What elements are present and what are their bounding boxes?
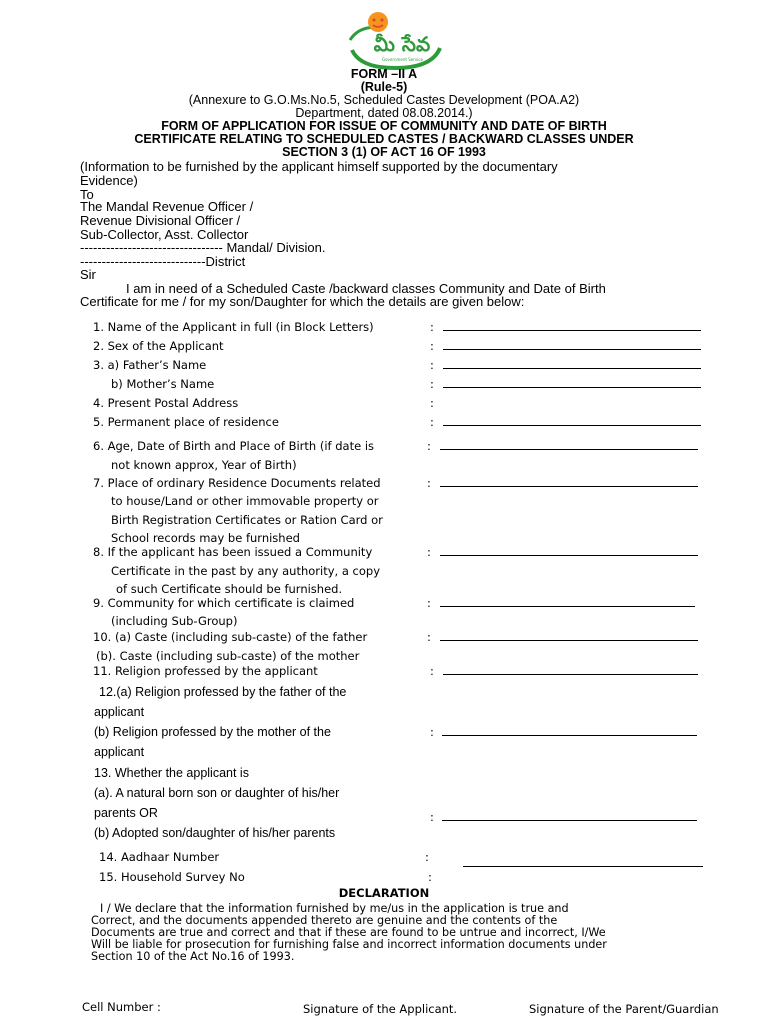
request-para-line-2: Certificate for me / for my son/Daughter for which the details are given below: [80,294,525,309]
info-line-2: Evidence) [80,173,138,188]
field-9-label-line-2: (including Sub-Group) [111,614,238,628]
field-3b-label: b) Mother’s Name [111,377,215,391]
field-9-label-line-1: 9. Community for which certificate is claimed [93,596,355,610]
field-9-entry-line[interactable] [440,606,695,607]
field-12b-label-line-2: applicant [94,745,145,759]
declaration-line-3: Documents are true and correct and that if these are found to be untrue and incorrect, I/We [91,926,606,939]
to-label: To [80,187,94,202]
field-8-label-line-3: of such Certificate should be furnished. [116,582,343,596]
field-3a-entry-line[interactable] [443,368,701,369]
field-12b-label-line-1: (b) Religion professed by the mother of the [94,725,331,739]
field-3a-label: 3. a) Father’s Name [93,358,207,372]
field-8-colon: : [427,545,431,559]
field-12a-label-line-2: applicant [94,705,145,719]
field-14-label: 14. Aadhaar Number [99,850,220,864]
field-10a-entry-line[interactable] [440,640,698,641]
field-6-entry-line[interactable] [440,449,698,450]
declaration-line-5: Section 10 of the Act No.16 of 1993. [91,950,295,963]
field-7-label-line-3: Birth Registration Certificates or Ration Card or [111,513,383,527]
field-10a-colon: : [427,630,431,644]
field-7-label-line-2: to house/Land or other immovable property or [111,494,379,508]
field-1-label: 1. Name of the Applicant in full (in Block Letters) [93,320,374,334]
field-13a-label-line-2: parents OR [94,806,158,820]
form-number: FORM –II A [350,67,418,81]
form-title-line-3: SECTION 3 (1) OF ACT 16 OF 1993 [282,145,486,159]
field-15-label: 15. Household Survey No [99,870,245,884]
field-7-label-line-1: 7. Place of ordinary Residence Documents related [93,476,381,490]
field-13b-label: (b) Adopted son/daughter of his/her parents [94,826,336,840]
field-1-entry-line[interactable] [443,330,701,331]
address-line-1: The Mandal Revenue Officer / [80,199,254,214]
info-line-1: (Information to be furnished by the applicant himself supported by the documentary [80,159,558,174]
annexure-line: (Annexure to G.O.Ms.No.5, Scheduled Castes Development (POA.A2) [188,93,580,107]
field-5-entry-line[interactable] [443,425,701,426]
field-5-colon: : [430,415,434,429]
field-7-label-line-4: School records may be furnished [111,531,300,545]
field-12a-label-line-1: 12.(a) Religion professed by the father of the [99,685,347,699]
field-2-entry-line[interactable] [443,349,701,350]
logo-script-text: మీ సేవ [373,32,431,56]
field-4-label: 4. Present Postal Address [93,396,239,410]
field-7-colon: : [427,476,431,490]
field-3b-colon: : [430,377,434,391]
field-8-entry-line[interactable] [440,555,698,556]
field-5-label: 5. Permanent place of residence [93,415,279,429]
field-2-colon: : [430,339,434,353]
field-15-colon: : [428,870,432,884]
request-para-line-1: I am in need of a Scheduled Caste /backward classes Community and Date of Birth [126,281,606,296]
address-line-5: -----------------------------District [80,254,246,269]
field-6-label-line-1: 6. Age, Date of Birth and Place of Birth (if date is [93,439,375,453]
field-8-label-line-2: Certificate in the past by any authority, a copy [111,564,381,578]
field-9-colon: : [427,596,431,610]
logo-tagline: Government Service [382,57,423,62]
department-line: Department, dated 08.08.2014.) [295,106,473,120]
field-12b-colon: : [430,725,434,739]
field-8-label-line-1: 8. If the applicant has been issued a Community [93,545,373,559]
form-title-line-1: FORM OF APPLICATION FOR ISSUE OF COMMUNITY AND DATE OF BIRTH [161,119,607,133]
rule-number: (Rule-5) [360,80,408,94]
field-13-label: 13. Whether the applicant is [94,766,249,780]
applicant-signature-label: Signature of the Applicant. [303,1002,458,1016]
field-3b-entry-line[interactable] [443,387,701,388]
salutation: Sir [80,267,96,282]
declaration-line-4: Will be liable for prosecution for furnishing false and incorrect information documents under [91,938,607,951]
form-title-line-2: CERTIFICATE RELATING TO SCHEDULED CASTES / BACKWARD CLASSES UNDER [134,132,634,146]
field-6-label-line-2: not known approx, Year of Birth) [111,458,297,472]
declaration-heading: DECLARATION [338,886,430,900]
field-13-entry-line[interactable] [442,820,697,821]
field-11-entry-line[interactable] [443,674,698,675]
field-14-colon: : [425,850,429,864]
field-6-colon: : [427,439,431,453]
guardian-signature-label: Signature of the Parent/Guardian [529,1002,719,1016]
address-line-3: Sub-Collector, Asst. Collector [80,227,249,242]
field-4-colon: : [430,396,434,410]
field-13a-label-line-1: (a). A natural born son or daughter of his/her [94,786,340,800]
field-2-label: 2. Sex of the Applicant [93,339,224,353]
field-11-label: 11. Religion professed by the applicant [93,664,318,678]
cell-number-label: Cell Number : [82,1000,161,1014]
field-12b-entry-line[interactable] [442,735,697,736]
field-1-colon: : [430,320,434,334]
address-line-2: Revenue Divisional Officer / [80,213,241,228]
field-3a-colon: : [430,358,434,372]
declaration-line-2: Correct, and the documents appended thereto are genuine and the contents of the [91,914,558,927]
field-11-colon: : [430,664,434,678]
field-10a-label: 10. (a) Caste (including sub-caste) of the father [93,630,368,644]
meeseva-logo [340,10,450,70]
declaration-line-1: I / We declare that the information furnished by me/us in the application is true and [100,902,569,915]
field-7-entry-line[interactable] [440,486,698,487]
field-10b-label: (b). Caste (including sub-caste) of the mother [96,649,360,663]
field-13-colon: : [430,810,434,824]
address-line-4: --------------------------------- Mandal/ Division. [80,240,326,255]
field-14-entry-line[interactable] [463,866,703,867]
